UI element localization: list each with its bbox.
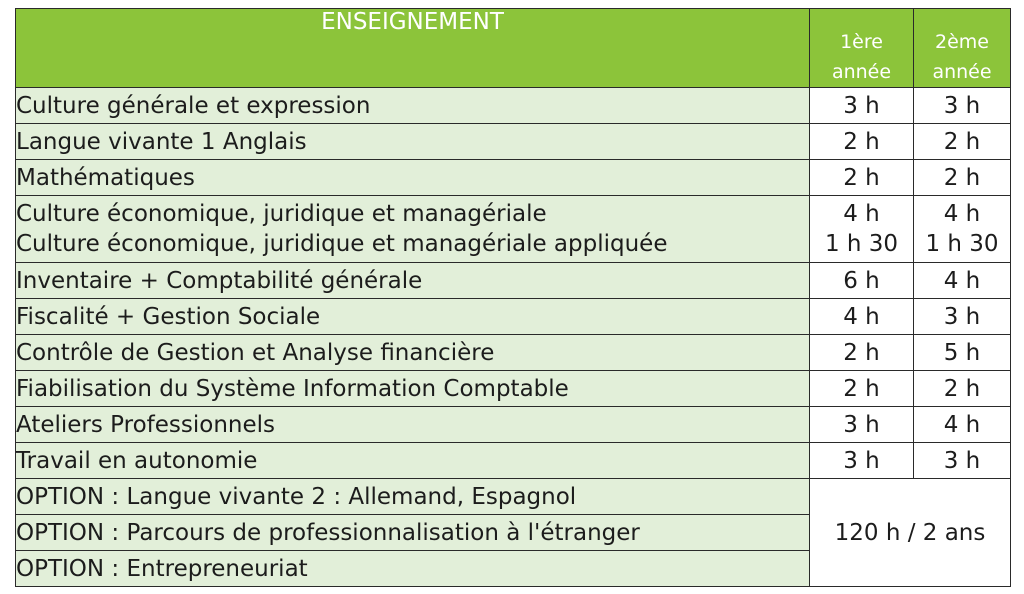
year-2-hours [914,263,1011,299]
year-1-hours [810,124,914,160]
year-1-hours [810,371,914,407]
option-cell-line: OPTION : Langue vivante 2 : Allemand, Espagnol [16,483,577,510]
year-1-hours-line: 3 h [843,92,880,119]
subject-cell [16,371,810,407]
subject-cell [16,196,810,263]
year-1-hours-line: 4 h [843,201,880,227]
table-row [16,443,1011,479]
year-2-hours-line: 2 h [943,128,981,155]
subject-cell-line: Mathématiques [16,164,195,191]
table-row [16,196,1011,263]
subject-cell-line: Langue vivante 1 Anglais [16,128,307,155]
year-1-hours [810,299,914,335]
subject-cell-line: Culture générale et expression [16,92,371,119]
year-1-hours [810,160,914,196]
year-1-hours [810,335,914,371]
option-cell [16,551,810,587]
subject-cell-line: Contrôle de Gestion et Analyse financière [16,339,495,366]
year-1-hours-line: 3 h [843,447,880,474]
year-2-hours [914,196,1011,263]
year-2-hours [914,160,1011,196]
year-2-hours-line: 4 h [943,411,981,438]
year-2-hours-line: 3 h [943,447,981,474]
subject-cell-line: Fiscalité + Gestion Sociale [16,303,321,330]
curriculum-table-body [16,9,1011,587]
subject-cell-line: Inventaire + Comptabilité générale [16,267,423,294]
year-2-hours-line: 1 h 30 [925,231,999,257]
subject-cell-line: Culture économique, juridique et managériale appliquée [16,231,668,257]
subject-cell [16,88,810,124]
year-1-hours-line: 3 h [843,411,880,438]
table-row [16,407,1011,443]
year-1-hours [810,407,914,443]
year-2-hours [914,371,1011,407]
year-1-hours [810,196,914,263]
subject-cell [16,443,810,479]
table-row [16,335,1011,371]
year-1-hours-line: 1 h 30 [824,231,899,257]
year-1-hours-line: 4 h [843,303,880,330]
header-year-1-line: 1ère [840,31,883,53]
option-cell-line: OPTION : Parcours de professionnalisation à l'étranger [16,519,640,546]
year-2-hours-line: 3 h [943,92,981,119]
year-1-hours-line: 2 h [843,375,880,402]
table-row [16,371,1011,407]
option-cell-line: OPTION : Entrepreneuriat [16,555,308,582]
subject-cell [16,335,810,371]
year-1-hours [810,88,914,124]
year-1-hours [810,263,914,299]
subject-cell-line: Travail en autonomie [16,447,258,474]
table-row [16,263,1011,299]
year-2-hours [914,88,1011,124]
header-row [16,9,1011,88]
option-hours [810,479,1011,587]
table-row [16,124,1011,160]
subject-cell [16,124,810,160]
table-row [16,160,1011,196]
year-2-hours-line: 4 h [943,201,981,227]
option-row [16,479,1011,515]
year-1-hours-line: 2 h [843,128,880,155]
year-1-hours-line: 6 h [843,267,880,294]
year-2-hours-line: 5 h [943,339,981,366]
year-2-hours-line: 4 h [943,267,981,294]
option-cell [16,515,810,551]
subject-cell-line: Fiabilisation du Système Information Comptable [16,375,569,402]
header-year-1 [810,9,914,88]
table-row [16,88,1011,124]
year-2-hours-line: 3 h [943,303,981,330]
year-1-hours [810,443,914,479]
year-2-hours [914,124,1011,160]
year-2-hours-line: 2 h [943,375,981,402]
year-2-hours [914,407,1011,443]
year-2-hours [914,335,1011,371]
year-1-hours-line: 2 h [843,164,880,191]
header-year-2-line: 2ème [935,31,989,53]
option-hours-line: 120 h / 2 ans [834,519,986,546]
year-1-hours-line: 2 h [843,339,880,366]
subject-cell-line: Culture économique, juridique et managériale [16,201,547,227]
subject-cell [16,407,810,443]
subject-cell-line: Ateliers Professionnels [16,411,276,438]
header-year-2 [914,9,1011,88]
curriculum-table [15,8,1011,587]
table-row [16,299,1011,335]
subject-cell [16,299,810,335]
header-year-2-line: année [932,61,992,83]
subject-cell [16,160,810,196]
year-2-hours [914,443,1011,479]
header-year-1-line: année [831,61,892,83]
year-2-hours-line: 2 h [943,164,981,191]
option-cell [16,479,810,515]
subject-cell [16,263,810,299]
header-subject: ENSEIGNEMENT [16,9,810,88]
year-2-hours [914,299,1011,335]
